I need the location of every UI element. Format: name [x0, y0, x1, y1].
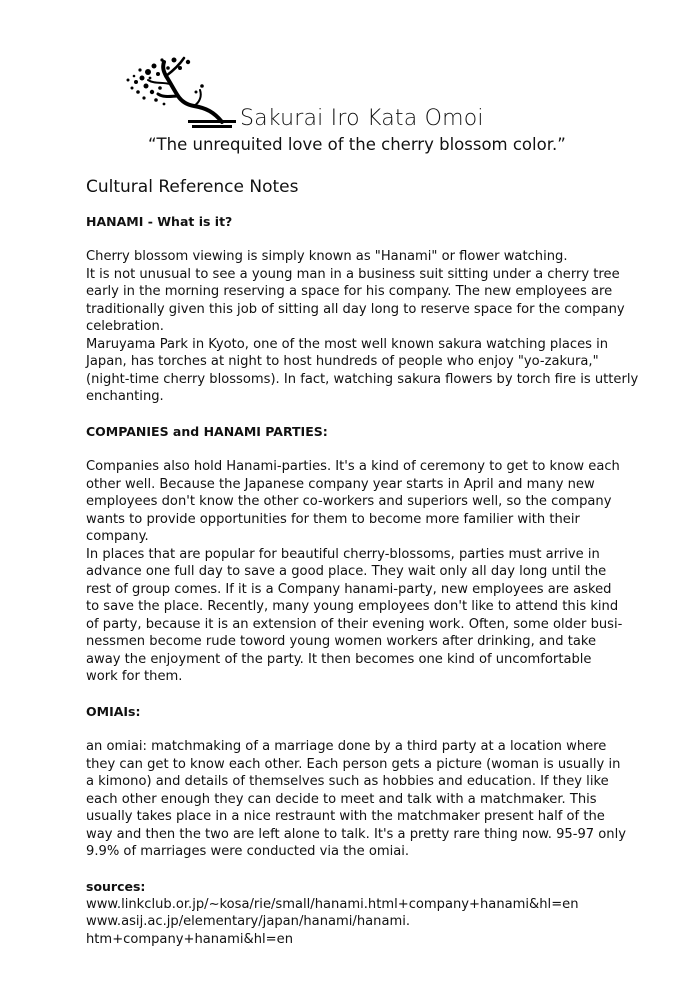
paragraph-line: usually takes place in a nice restraunt with the matchmaker present half of the	[86, 809, 605, 824]
paragraph-line: work for them.	[86, 669, 183, 684]
page-subtitle: “The unrequited love of the cherry blossom color.”	[148, 135, 566, 154]
paragraph-line: It is not unusual to see a young man in a business suit sitting under a cherry tree	[86, 266, 620, 282]
paragraph-line: Companies also hold Hanami-parties. It's a kind of ceremony to get to know each	[86, 459, 620, 474]
paragraph-line: In places that are popular for beautiful cherry-blossoms, parties must arrive in	[86, 546, 600, 562]
omiai-heading: OMIAIs:	[86, 704, 141, 719]
paragraph-line: rest of group comes. If it is a Company hanami-party, new employees are asked	[86, 581, 612, 597]
section-title: Cultural Reference Notes	[86, 177, 299, 197]
cherry-tree-icon	[118, 52, 236, 130]
paragraph-line: early in the morning reserving a space for his company. The new employees are	[86, 284, 613, 299]
paragraph-line: each other enough they can decide to meet and talk with a matchmaker. This	[86, 791, 597, 807]
notes-body	[86, 213, 656, 948]
source-line: www.linkclub.or.jp/~kosa/rie/small/hanami.html+company+hanami&hl=en	[86, 896, 579, 912]
paragraph-line: Cherry blossom viewing is simply known as "Hanami" or flower watching.	[86, 249, 568, 264]
paragraph-line: traditionally given this job of sitting all day long to reserve space for the company	[86, 301, 625, 317]
paragraph-line: employees don't know the other co-workers and superiors well, so the company	[86, 494, 612, 509]
paragraph-line: advance one full day to save a good place. They wait only all day long until the	[86, 564, 607, 579]
paragraph-line: an omiai: matchmaking of a marriage done by a third party at a location where	[86, 739, 607, 754]
source-line: htm+company+hanami&hl=en	[86, 931, 293, 947]
paragraph-line: 9.9% of marriages were conducted via the omiai.	[86, 844, 410, 859]
paragraph-line: enchanting.	[86, 389, 164, 404]
sources-heading: sources:	[86, 879, 146, 894]
paragraph-line: Maruyama Park in Kyoto, one of the most well known sakura watching places in	[86, 336, 609, 352]
paragraph-line: they can get to know each other. Each person gets a picture (woman is usually in	[86, 756, 621, 772]
paragraph-line: (night-time cherry blossoms). In fact, watching sakura flowers by torch fire is utterly	[86, 371, 639, 387]
page-title: Sakurai Iro Kata Omoi	[240, 106, 484, 131]
hanami-heading: HANAMI - What is it?	[86, 214, 233, 229]
companies-heading: COMPANIES and HANAMI PARTIES:	[86, 424, 328, 439]
source-line: www.asij.ac.jp/elementary/japan/hanami/hanami.	[86, 914, 411, 929]
paragraph-line: Japan, has torches at night to host hundreds of people who enjoy "yo-zakura,"	[86, 354, 599, 369]
paragraph-line: wants to provide opportunities for them to become more familier with their	[86, 511, 580, 527]
paragraph-line: nessmen become rude toword young women workers after drinking, and take	[86, 634, 597, 649]
bonsai-logo	[118, 52, 236, 130]
paragraph-line: way and then the two are left alone to talk. It's a pretty rare thing now. 95-97 only	[86, 826, 626, 842]
paragraph-line: to save the place. Recently, many young employees don't like to attend this kind	[86, 599, 619, 614]
paragraph-line: other well. Because the Japanese company year starts in April and many new	[86, 476, 595, 492]
paragraph-line: of party, because it is an extension of their evening work. Often, some older busi-	[86, 616, 623, 632]
paragraph-line: a kimono) and details of themselves such as hobbies and education. If they like	[86, 774, 609, 789]
paragraph-line: celebration.	[86, 319, 164, 334]
paragraph-line: company.	[86, 529, 149, 544]
paragraph-line: away the enjoyment of the party. It then becomes one kind of uncomfortable	[86, 651, 592, 667]
